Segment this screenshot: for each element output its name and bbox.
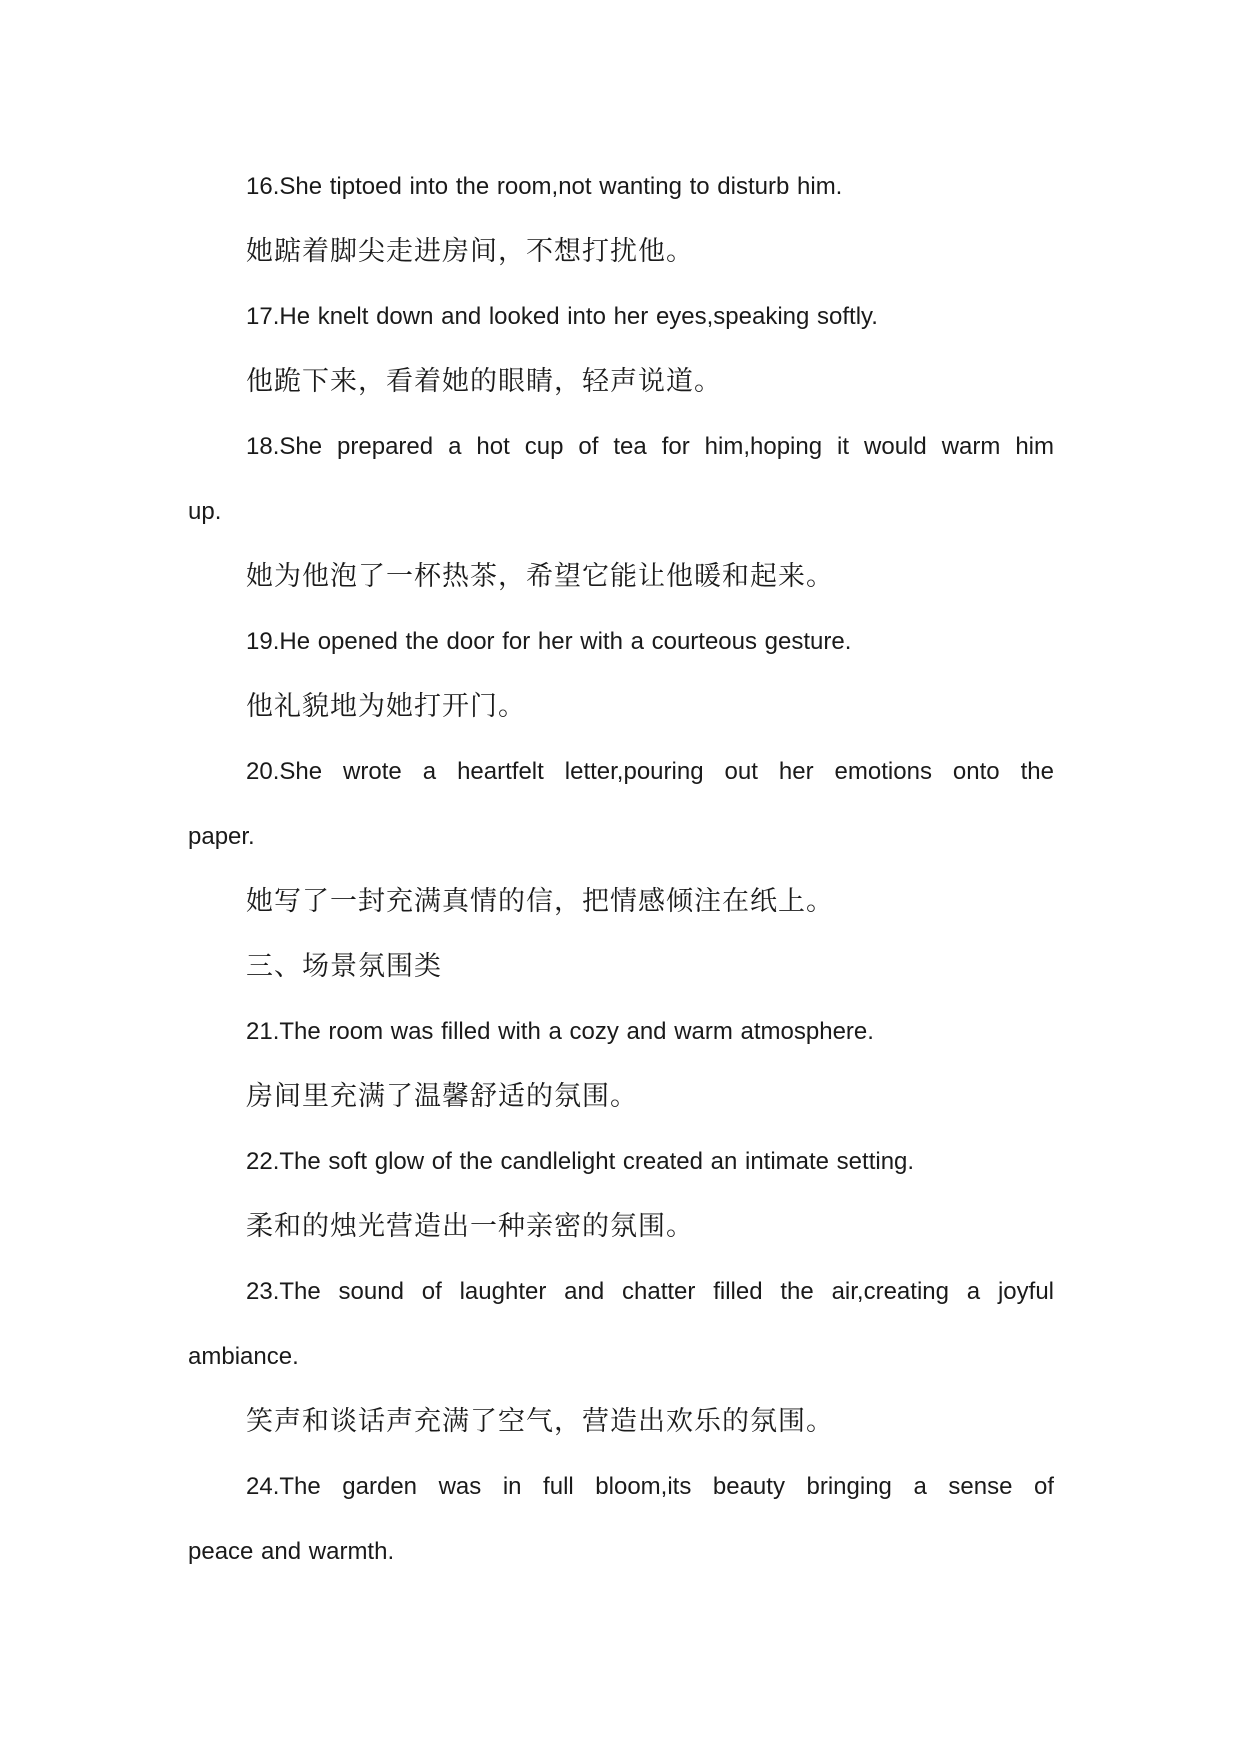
sentence-16-chinese: 她踮着脚尖走进房间，不想打扰他。 <box>246 236 694 267</box>
sentence-16-english: 16.She tiptoed into the room,not wanting to disturb him. <box>246 173 843 200</box>
sentence-23-english: 23.The sound of laughter and chatter filled the air,creating a joyful <box>246 1278 1054 1305</box>
sentence-17-chinese: 他跪下来，看着她的眼睛，轻声说道。 <box>246 366 722 397</box>
sentence-23-chinese: 笑声和谈话声充满了空气，营造出欢乐的氛围。 <box>246 1406 834 1437</box>
sentence-20-english-continued: paper. <box>188 823 255 850</box>
sentence-24-english: 24.The garden was in full bloom,its beauty bringing a sense of <box>246 1473 1054 1500</box>
sentence-18-english-continued: up. <box>188 498 222 525</box>
sentence-19-chinese: 他礼貌地为她打开门。 <box>246 691 526 722</box>
sentence-21-chinese: 房间里充满了温馨舒适的氛围。 <box>246 1081 638 1112</box>
sentence-20-chinese: 她写了一封充满真情的信，把情感倾注在纸上。 <box>246 886 834 917</box>
sentence-18-chinese: 她为他泡了一杯热茶，希望它能让他暖和起来。 <box>246 561 834 592</box>
sentence-19-english: 19.He opened the door for her with a courteous gesture. <box>246 628 852 655</box>
sentence-23-english-continued: ambiance. <box>188 1343 299 1370</box>
sentence-22-english: 22.The soft glow of the candlelight created an intimate setting. <box>246 1148 915 1175</box>
sentence-20-english: 20.She wrote a heartfelt letter,pouring out her emotions onto the <box>246 758 1054 785</box>
sentence-17-english: 17.He knelt down and looked into her eyes,speaking softly. <box>246 303 878 330</box>
sentence-22-chinese: 柔和的烛光营造出一种亲密的氛围。 <box>246 1211 694 1242</box>
section-heading: 三、场景氛围类 <box>246 951 442 982</box>
document-body <box>188 154 1054 1584</box>
sentence-24-english-continued: peace and warmth. <box>188 1538 395 1565</box>
sentence-18-english: 18.She prepared a hot cup of tea for him,hoping it would warm him <box>246 433 1054 460</box>
sentence-21-english: 21.The room was filled with a cozy and warm atmosphere. <box>246 1018 874 1045</box>
